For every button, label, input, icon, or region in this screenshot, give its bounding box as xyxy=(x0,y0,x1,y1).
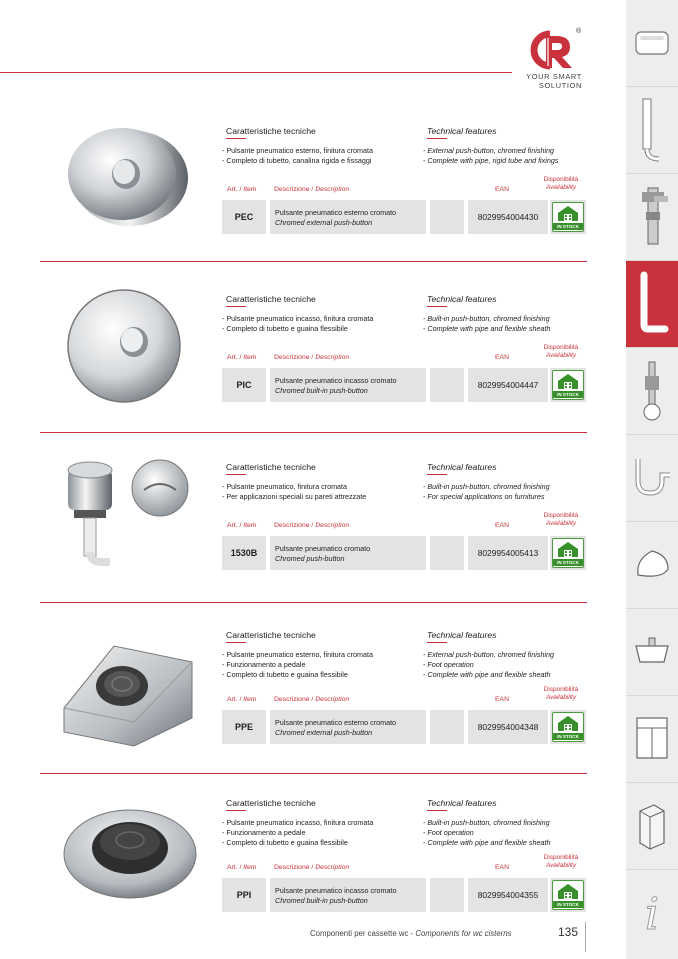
heading-underline xyxy=(427,474,447,475)
heading-underline xyxy=(427,306,447,307)
item-description xyxy=(270,200,426,234)
tab-flush-pipes[interactable] xyxy=(626,87,678,174)
features-heading-en: Technical features xyxy=(427,630,497,640)
empty-cell xyxy=(430,536,464,570)
feature-item: - Per applicazioni speciali su pareti attrezzate xyxy=(222,492,367,502)
heading-underline xyxy=(427,810,447,811)
features-list-it xyxy=(222,314,373,334)
availability-it: Disponibilità xyxy=(543,176,579,183)
heading-underline xyxy=(226,306,246,307)
col-head-art xyxy=(227,864,256,871)
description-en: Chromed external push-button xyxy=(275,728,373,737)
col-head-desc-it: Descrizione xyxy=(274,354,310,361)
l-bend-pipe-icon xyxy=(635,271,669,337)
col-head-art-sep: / xyxy=(237,354,244,361)
feature-item: - External push-button, chromed finishing xyxy=(423,146,555,155)
feature-item: - External push-button, chromed finishing xyxy=(423,650,555,659)
col-head-art xyxy=(227,186,256,193)
col-head-desc-sep: / xyxy=(309,864,316,871)
col-head-desc-sep: / xyxy=(309,522,316,529)
col-head-art xyxy=(227,696,256,703)
product-image xyxy=(52,448,202,578)
item-code: PPI xyxy=(222,878,266,912)
ean-code: 8029954004348 xyxy=(468,710,548,744)
features-heading-it: Caratteristiche tecniche xyxy=(226,630,316,640)
empty-cell xyxy=(430,368,464,402)
footer-text-en: Components for wc cisterns xyxy=(415,929,512,938)
product-image xyxy=(52,784,202,914)
empty-cell xyxy=(430,200,464,234)
tab-toilet-seats[interactable] xyxy=(626,522,678,609)
description-it: Pulsante pneumatico esterno cromato xyxy=(275,718,397,727)
feature-item: - Completo di tubetto, canalina rigida e fissaggi xyxy=(222,156,372,166)
tab-cabinets[interactable] xyxy=(626,696,678,783)
feature-item: - Built-in push-button, chromed finishing xyxy=(423,482,550,491)
col-head-availability xyxy=(538,176,584,192)
product-section-pic xyxy=(40,276,587,444)
feature-item: - Pulsante pneumatico incasso, finitura cromata xyxy=(222,818,374,827)
tab-washbasins[interactable] xyxy=(626,609,678,696)
tab-shower-boxes[interactable] xyxy=(626,783,678,870)
item-code: 1530B xyxy=(222,536,266,570)
col-head-desc-sep: / xyxy=(309,186,316,193)
flush-pipe-icon xyxy=(637,95,667,165)
col-head-desc xyxy=(274,696,349,703)
tab-info[interactable] xyxy=(626,870,678,959)
feature-item: - Built-in push-button, chromed finishing xyxy=(423,314,550,323)
item-code: PIC xyxy=(222,368,266,402)
in-stock-label: IN STOCK xyxy=(553,901,583,908)
footer-divider xyxy=(585,922,586,952)
features-heading-en: Technical features xyxy=(427,462,497,472)
col-head-art xyxy=(227,354,256,361)
features-heading-en: Technical features xyxy=(427,798,497,808)
description-en: Chromed external push-button xyxy=(275,218,373,227)
features-list-en xyxy=(423,818,550,849)
in-stock-label: IN STOCK xyxy=(553,391,583,398)
col-head-art-sep: / xyxy=(237,696,244,703)
features-heading-it: Caratteristiche tecniche xyxy=(226,126,316,136)
ean-code: 8029954004447 xyxy=(468,368,548,402)
col-head-desc xyxy=(274,186,349,193)
product-section-1530b xyxy=(40,444,587,612)
item-description xyxy=(270,536,426,570)
features-heading-it: Caratteristiche tecniche xyxy=(226,294,316,304)
col-head-desc-sep: / xyxy=(309,696,316,703)
stock-cell xyxy=(550,368,586,402)
toilet-seat-icon xyxy=(632,545,672,585)
tab-drain-valves[interactable] xyxy=(626,348,678,435)
tagline-line2: SOLUTION xyxy=(538,81,582,90)
col-head-ean: EAN xyxy=(495,186,509,193)
features-list-en xyxy=(423,146,558,166)
stock-cell xyxy=(550,878,586,912)
features-heading-it: Caratteristiche tecniche xyxy=(226,798,316,808)
feature-item: - Foot operation xyxy=(423,828,474,838)
feature-item: - Pulsante pneumatico, finitura cromata xyxy=(222,482,348,491)
feature-item: - Funzionamento a pedale xyxy=(222,660,306,670)
description-it: Pulsante pneumatico esterno cromato xyxy=(275,208,397,217)
features-list-en xyxy=(423,482,550,502)
info-icon: i xyxy=(644,889,660,940)
col-head-desc-it: Descrizione xyxy=(274,186,310,193)
col-head-desc xyxy=(274,864,349,871)
cabinet-icon xyxy=(633,714,671,764)
empty-cell xyxy=(430,878,464,912)
header-rule xyxy=(0,72,512,73)
warehouse-icon xyxy=(553,713,583,733)
feature-item: - For special applications on furnitures xyxy=(423,492,545,502)
feature-item: - Complete with pipe and flexible sheath xyxy=(423,324,551,334)
tab-pneumatic-buttons[interactable] xyxy=(626,261,678,348)
col-head-art-it: Art. xyxy=(227,696,238,703)
feature-item: - Funzionamento a pedale xyxy=(222,828,306,838)
product-image xyxy=(52,112,202,242)
stock-cell xyxy=(550,200,586,234)
product-section-ppi xyxy=(40,780,587,948)
item-description xyxy=(270,368,426,402)
shower-box-icon xyxy=(634,801,670,851)
heading-underline xyxy=(226,810,246,811)
product-image xyxy=(52,280,202,410)
col-head-art-it: Art. xyxy=(227,186,238,193)
warehouse-icon xyxy=(553,203,583,223)
item-code: PEC xyxy=(222,200,266,234)
siphon-icon xyxy=(632,453,672,503)
in-stock-label: IN STOCK xyxy=(553,223,583,230)
registered-mark: ® xyxy=(576,28,582,35)
tagline-line1: YOUR SMART xyxy=(526,72,582,81)
col-head-desc-en: Description xyxy=(315,354,350,361)
availability-en: Availability xyxy=(545,520,577,527)
item-code: PPE xyxy=(222,710,266,744)
feature-item: - Completo di tubetto e guaina flessibile xyxy=(222,838,348,848)
in-stock-badge xyxy=(552,880,584,910)
feature-item: - Complete with pipe and flexible sheath xyxy=(423,838,551,848)
col-head-art-it: Art. xyxy=(227,354,238,361)
col-head-desc-it: Descrizione xyxy=(274,522,310,529)
heading-underline xyxy=(427,642,447,643)
description-it: Pulsante pneumatico cromato xyxy=(275,544,371,553)
feature-item: - Completo di tubetto e guaina flessibile xyxy=(222,670,348,680)
description-it: Pulsante pneumatico incasso cromato xyxy=(275,376,397,385)
availability-en: Availability xyxy=(545,694,577,701)
col-head-art-it: Art. xyxy=(227,522,238,529)
availability-it: Disponibilità xyxy=(543,854,579,861)
features-list-it xyxy=(222,650,373,681)
features-list-en xyxy=(423,650,554,681)
warehouse-icon xyxy=(553,371,583,391)
empty-cell xyxy=(430,710,464,744)
warehouse-icon xyxy=(553,539,583,559)
ean-code: 8029954005413 xyxy=(468,536,548,570)
col-head-desc-en: Description xyxy=(315,522,350,529)
feature-item: - Pulsante pneumatico incasso, finitura cromata xyxy=(222,314,374,323)
feature-item: - Built-in push-button, chromed finishing xyxy=(423,818,550,827)
tab-siphons[interactable] xyxy=(626,435,678,522)
features-list-it xyxy=(222,482,366,502)
availability-it: Disponibilità xyxy=(543,344,579,351)
availability-en: Availability xyxy=(545,862,577,869)
in-stock-badge xyxy=(552,370,584,400)
features-list-it xyxy=(222,146,373,166)
col-head-desc-en: Description xyxy=(315,864,350,871)
description-it: Pulsante pneumatico incasso cromato xyxy=(275,886,397,895)
in-stock-badge xyxy=(552,712,584,742)
heading-underline xyxy=(226,138,246,139)
product-section-ppe xyxy=(40,612,587,780)
category-sidebar xyxy=(626,0,678,959)
col-head-ean: EAN xyxy=(495,696,509,703)
col-head-availability xyxy=(538,344,584,360)
col-head-desc-it: Descrizione xyxy=(274,696,310,703)
feature-item: - Pulsante pneumatico esterno, finitura cromata xyxy=(222,146,374,155)
col-head-desc xyxy=(274,522,349,529)
col-head-desc-it: Descrizione xyxy=(274,864,310,871)
col-head-art-sep: / xyxy=(237,864,244,871)
feature-item: - Complete with pipe, rigid tube and fixings xyxy=(423,156,559,166)
col-head-art xyxy=(227,522,256,529)
feature-item: - Pulsante pneumatico esterno, finitura cromata xyxy=(222,650,374,659)
features-heading-it: Caratteristiche tecniche xyxy=(226,462,316,472)
feature-item: - Completo di tubetto e guaina flessibile xyxy=(222,324,348,334)
heading-underline xyxy=(427,138,447,139)
cistern-icon xyxy=(634,28,670,58)
col-head-availability xyxy=(538,854,584,870)
product-image xyxy=(52,622,202,752)
col-head-ean: EAN xyxy=(495,522,509,529)
col-head-desc xyxy=(274,354,349,361)
stock-cell xyxy=(550,536,586,570)
description-en: Chromed push-button xyxy=(275,554,345,563)
washbasin-icon xyxy=(632,634,672,670)
col-head-desc-en: Description xyxy=(315,696,350,703)
col-head-desc-en: Description xyxy=(315,186,350,193)
ean-code: 8029954004430 xyxy=(468,200,548,234)
col-head-ean: EAN xyxy=(495,864,509,871)
item-description xyxy=(270,878,426,912)
col-head-art-en: Item xyxy=(243,696,257,703)
col-head-ean: EAN xyxy=(495,354,509,361)
col-head-art-sep: / xyxy=(237,522,244,529)
col-head-art-en: Item xyxy=(243,186,257,193)
product-section-pec xyxy=(40,108,587,276)
features-list-en xyxy=(423,314,550,334)
features-heading-en: Technical features xyxy=(427,294,497,304)
col-head-art-it: Art. xyxy=(227,864,238,871)
col-head-art-en: Item xyxy=(243,864,257,871)
feature-item: - Foot operation xyxy=(423,660,474,670)
col-head-availability xyxy=(538,512,584,528)
in-stock-badge xyxy=(552,202,584,232)
page-number: 135 xyxy=(558,925,579,939)
tab-fill-valves[interactable] xyxy=(626,174,678,261)
ean-code: 8029954004355 xyxy=(468,878,548,912)
stock-cell xyxy=(550,710,586,744)
feature-item: - Complete with pipe and flexible sheath xyxy=(423,670,551,680)
col-head-art-en: Item xyxy=(243,354,257,361)
description-en: Chromed built-in push-button xyxy=(275,896,368,905)
brand-tagline xyxy=(522,72,582,90)
footer-text xyxy=(310,929,512,938)
fill-valve-icon xyxy=(634,182,670,252)
description-en: Chromed built-in push-button xyxy=(275,386,368,395)
in-stock-label: IN STOCK xyxy=(553,733,583,740)
availability-en: Availability xyxy=(545,352,577,359)
col-head-art-en: Item xyxy=(243,522,257,529)
col-head-availability xyxy=(538,686,584,702)
tab-cisterns[interactable] xyxy=(626,0,678,87)
col-head-art-sep: / xyxy=(237,186,244,193)
heading-underline xyxy=(226,474,246,475)
features-list-it xyxy=(222,818,373,849)
in-stock-badge xyxy=(552,538,584,568)
col-head-desc-sep: / xyxy=(309,354,316,361)
footer-text-it: Componenti per cassette wc - xyxy=(310,929,416,938)
warehouse-icon xyxy=(553,881,583,901)
availability-en: Availability xyxy=(545,184,577,191)
drain-valve-icon xyxy=(637,356,667,426)
in-stock-label: IN STOCK xyxy=(553,559,583,566)
availability-it: Disponibilità xyxy=(543,686,579,693)
features-heading-en: Technical features xyxy=(427,126,497,136)
item-description xyxy=(270,710,426,744)
heading-underline xyxy=(226,642,246,643)
cr-logo-icon xyxy=(520,28,582,72)
availability-it: Disponibilità xyxy=(543,512,579,519)
